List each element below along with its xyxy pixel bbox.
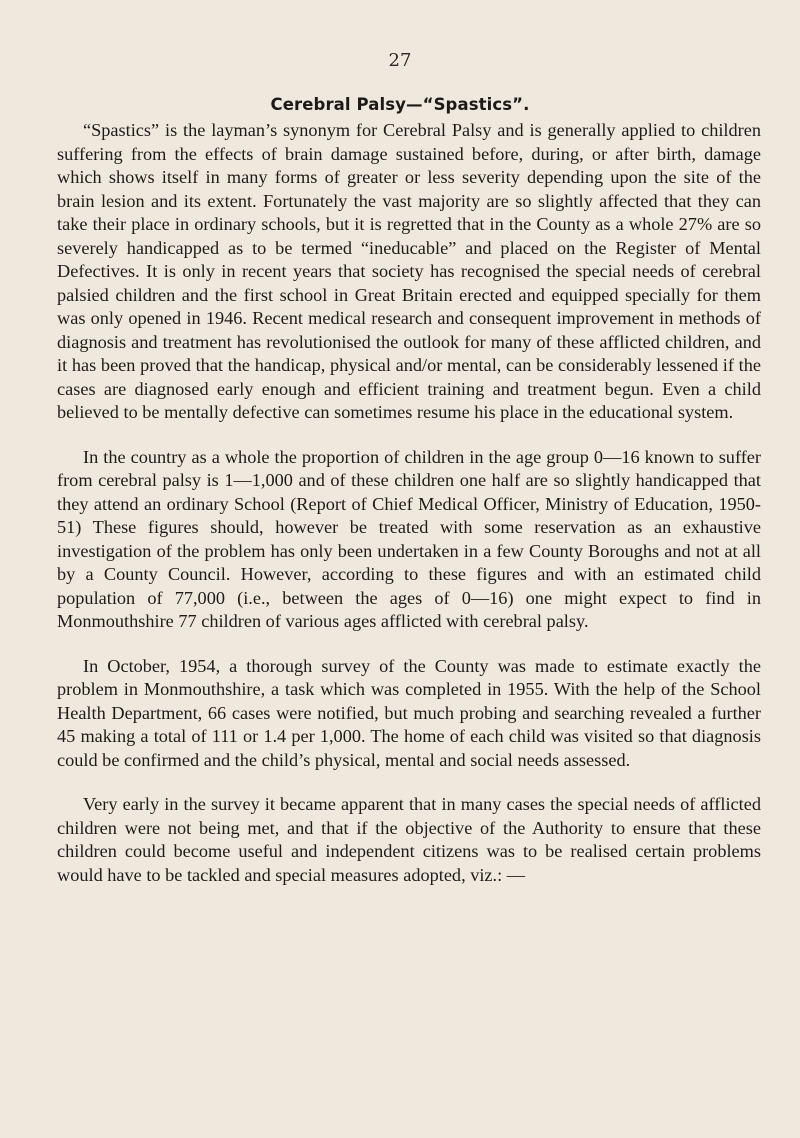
paragraph-4: Very early in the survey it became apparent that in many cases the special needs of afflicted children were not being met, and that if the objective of the Authority to ensure that these children could become useful and independent citizens was to be realised certain problems would have to be tackled and special measures adopted, viz.: — (57, 794, 761, 885)
paragraph-1: “Spastics” is the layman’s synonym for Cerebral Palsy and is generally applied to children suffering from the effects of brain damage sustained before, during, or after birth, damage which shows itself in many forms of greater or less severity depending upon the site of the brain lesion and its extent. Fortunately the vast majority are so slightly affected that they can take their place in ordinary schools, but it is regretted that in the County as a whole 27% are so severely handicapped as to be termed “ineducable” and placed on the Register of Mental Defectives. It is only in recent years that society has recognised the special needs of cerebral palsied children and the first school in Great Britain erected and equipped specially for them was only opened in 1946. Recent medical research and consequent improvement in methods of diagnosis and treatment has revolutionised the outlook for many of these afflicted children, and it has been proved that the handicap, physical and/or mental, can be considerably lessened if the cases are diagnosed early enough and efficient training and treatment begun. Even a child believed to be mentally defective can sometimes resume his place in the educational system. (57, 120, 761, 422)
section-heading: Cerebral Palsy—“Spastics”. (270, 95, 530, 114)
body-text (57, 119, 761, 887)
paragraph-2: In the country as a whole the proportion of children in the age group 0—16 known to suffer from cerebral palsy is 1—1,000 and of these children one half are so slightly handicapped that they attend an ordinary School (Report of Chief Medical Officer, Ministry of Education, 1950-51) These figures should, however be treated with some reservation as an exhaustive investigation of the problem has only been undertaken in a few County Boroughs and not at all by a County Council. However, according to these figures and with an estimated child population of 77,000 (i.e., between the ages of 0—16) one might expect to find in Monmouthshire 77 children of various ages afflicted with cerebral palsy. (57, 446, 761, 631)
paragraph-3: In October, 1954, a thorough survey of the County was made to estimate exactly the problem in Monmouthshire, a task which was completed in 1955. With the help of the School Health Department, 66 cases were notified, but much probing and searching revealed a further 45 making a total of 111 or 1.4 per 1,000. The home of each child was visited so that diagnosis could be confirmed and the child’s physical, mental and social needs assessed. (57, 655, 761, 770)
page-number: 27 (388, 50, 412, 71)
